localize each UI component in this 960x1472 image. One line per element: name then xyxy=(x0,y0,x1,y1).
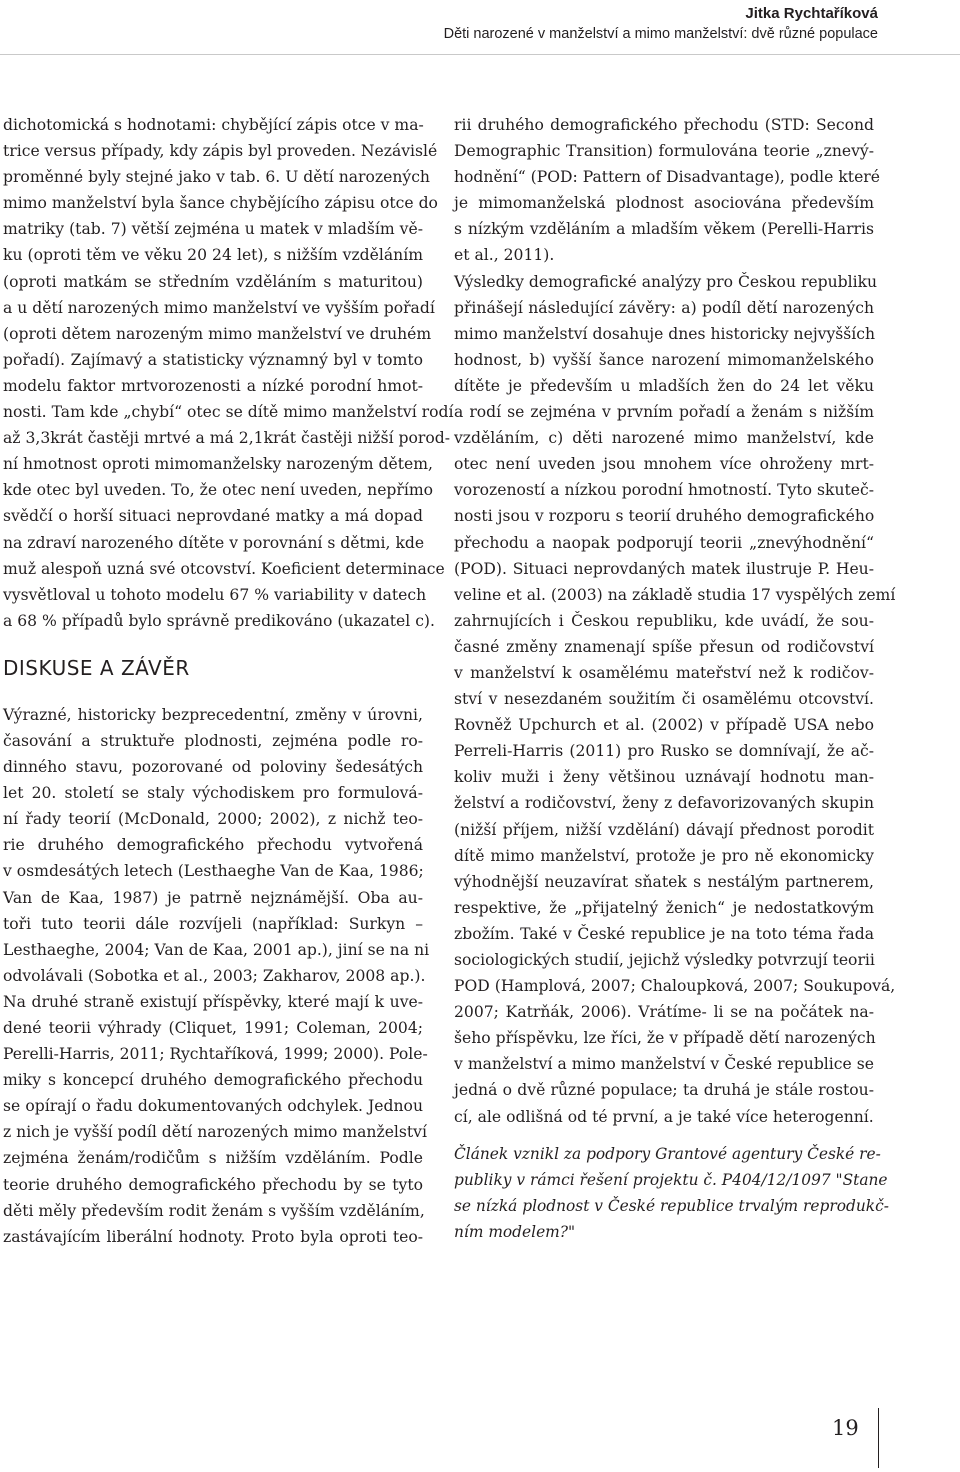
text-line: výhodnější neuzavírat sňatek s nestálým partnerem, xyxy=(454,872,874,891)
footnote-line: Článek vznikl za podpory Grantové agentury České re- xyxy=(454,1144,881,1163)
text-line: rie druhého demografického přechodu vytvořená xyxy=(3,836,423,855)
text-line: rii druhého demografického přechodu (STD: Second xyxy=(454,116,874,134)
section-title: DISKUSE A ZÁVĚR xyxy=(3,655,190,680)
text-line: Rovněž Upchurch et al. (2002) v případě USA nebo xyxy=(454,716,874,735)
text-line: Perelli-Harris, 2011; Rychtaříková, 1999; 2000). Pole- xyxy=(3,1045,428,1064)
text-line: z nich je vyšší podíl dětí narozených mimo manželství xyxy=(3,1123,427,1142)
text-line: přinášejí následující závěry: a) podíl dětí narozených xyxy=(454,298,874,317)
text-line: mimo manželství byla šance chybějícího zápisu otce do xyxy=(3,194,438,213)
acknowledgement-note xyxy=(454,1141,889,1245)
text-line: zastávajícím liberální hodnoty. Proto byla oproti teo- xyxy=(3,1227,423,1246)
text-line: Výsledky demografické analýzy pro Českou republiku xyxy=(454,272,878,291)
text-line: dichotomická s hodnotami: chybějící zápis otce v ma- xyxy=(3,116,424,134)
text-line: odvolávali (Sobotka et al., 2003; Zakharov, 2008 ap.). xyxy=(3,966,426,985)
text-line: et al., 2011). xyxy=(454,246,555,265)
text-line: dinného stavu, pozorované od poloviny šedesátých xyxy=(3,758,423,777)
text-line: ství v nesezdaném soužitím či osamělému otcovství. xyxy=(454,690,874,709)
text-line: děti měly především rodit ženám s vyšším vzděláním, xyxy=(3,1201,425,1220)
text-line: mimo manželství dosahuje dnes historicky nejvyšších xyxy=(454,324,876,343)
text-line: ní hmotnost oproti mimomanželsky narozeným dětem, xyxy=(3,455,433,474)
text-line: Na druhé straně existují příspěvky, které mají k uve- xyxy=(3,992,423,1011)
text-line: v manželství k osamělému mateřství než k rodičov- xyxy=(454,663,874,682)
text-line: trice versus případy, kdy zápis byl proveden. Nezávislé xyxy=(3,142,438,161)
text-line: zejména ženám/rodičům s nižším vzděláním. Podle xyxy=(3,1149,423,1168)
text-line: je mimomanželská plodnost asociována především xyxy=(454,194,874,213)
text-line: Výrazné, historicky bezprecedentní, změny v úrovni, xyxy=(3,705,423,724)
text-line: v osmdesátých letech (Lesthaeghe Van de Kaa, 1986; xyxy=(3,862,424,881)
text-line: se opírají o řadu dokumentovaných odchylek. Jednou xyxy=(3,1097,423,1116)
text-line: jedná o dvě různé populace; ta druhá je stále rostou- xyxy=(454,1081,874,1100)
text-line: (oproti dětem narozeným mimo manželství ve druhém xyxy=(3,324,432,343)
text-line: želství a rodičovství, ženy z defavorizovaných skupin xyxy=(454,794,874,813)
text-line: 2007; Katrňák, 2006). Vrátíme- li se na počátek na- xyxy=(454,1003,874,1022)
text-line: ní řady teorií (McDonald, 2000; 2002), z nichž teo- xyxy=(3,810,423,829)
text-line: a rodí se zejména v prvním pořadí a ženám s nižším xyxy=(454,403,874,422)
page-number: 19 xyxy=(832,1416,859,1440)
text-line: muž alespoň uzná své otcovství. Koeficient determinace xyxy=(3,559,445,578)
left-paragraph-1 xyxy=(3,112,454,634)
text-line: hodnost, b) vyšší šance narození mimomanželského xyxy=(454,350,874,369)
text-line: miky s koncepcí druhého demografického přechodu xyxy=(3,1071,423,1090)
footnote-line: publiky v rámci řešení projektu č. P404/12/1097 "Stane xyxy=(454,1170,888,1189)
text-line: časování a struktuře plodnosti, zejména podle ro- xyxy=(3,731,423,750)
text-line: a u dětí narozených mimo manželství ve vyšším pořadí xyxy=(3,298,435,317)
header-author: Jitka Rychtaříková xyxy=(745,5,878,22)
text-line: koliv muži i ženy většinou uznávají hodnotu man- xyxy=(454,768,874,787)
text-line: s nízkým vzděláním a mladším věkem (Perelli-Harris xyxy=(454,220,874,239)
text-line: zahrnujících i Českou republiku, kde uvádí, že sou- xyxy=(454,611,874,630)
right-paragraph-1 xyxy=(454,112,880,269)
text-line: toři tuto teorii dále rozvíjeli (například: Surkyn – xyxy=(3,914,423,933)
text-line: veline et al. (2003) na základě studia 17 vyspělých zemí xyxy=(454,585,896,604)
text-line: modelu faktor mrtvorozenosti a nízké porodní hmot- xyxy=(3,376,423,395)
text-line: matriky (tab. 7) větší zejména u matek v mladším vě- xyxy=(3,220,423,239)
text-line: pořadí). Zajímavý a statisticky významný byl v tomto xyxy=(3,350,423,369)
left-paragraph-2 xyxy=(3,702,430,1250)
text-line: Lesthaeghe, 2004; Van de Kaa, 2001 ap.), jiní se na ni xyxy=(3,940,430,959)
text-line: hodnění“ (POD: Pattern of Disadvantage), podle které xyxy=(454,168,880,187)
text-line: svědčí o horší situaci neprovdané matky a má dopad xyxy=(3,507,423,526)
text-line: ku (oproti těm ve věku 20 24 let), s nižším vzděláním xyxy=(3,246,423,265)
text-line: vorozeností a nízkou porodní hmotností. Tyto skuteč- xyxy=(454,481,874,500)
text-line: otec není uveden jsou mnohem více ohroženy mrt- xyxy=(454,455,874,474)
text-line: přechodu a naopak podporují teorii „znevýhodnění“ xyxy=(454,533,874,552)
text-line: v manželství a mimo manželství v České republice se xyxy=(454,1055,874,1074)
text-line: nosti jsou v rozporu s teorií druhého demografického xyxy=(454,507,875,526)
text-line: (nižší příjem, nižší vzdělání) dávají přednost porodit xyxy=(454,820,874,839)
text-line: respektive, že „přijatelný ženich“ je nedostatkovým xyxy=(454,898,874,917)
text-line: šeho příspěvku, lze říci, že v případě dětí narozených xyxy=(454,1029,876,1048)
text-line: vysvětloval u tohoto modelu 67 % variability v datech xyxy=(3,585,427,604)
text-line: a 68 % případů bylo správně predikováno (ukazatel c). xyxy=(3,611,435,630)
right-column xyxy=(454,112,896,1245)
text-line: cí, ale odlišná od té první, a je také více heterogenní. xyxy=(454,1107,874,1126)
text-line: (oproti matkám se středním vzděláním s maturitou) xyxy=(3,272,423,291)
text-line: až 3,3krát častěji mrtvé a má 2,1krát častěji nižší porod- xyxy=(3,429,450,448)
text-line: proměnné byly stejné jako v tab. 6. U dětí narozených xyxy=(3,168,430,187)
right-paragraph-2 xyxy=(454,269,896,1130)
text-line: dítě mimo manželství, protože je pro ně ekonomicky xyxy=(454,846,874,865)
header-subtitle: Děti narozené v manželství a mimo manželství: dvě různé populace xyxy=(443,26,878,42)
text-line: zbožím. Také v České republice je na toto téma řada xyxy=(454,924,874,943)
text-line: na zdraví narozeného dítěte v porovnání s dětmi, kde xyxy=(3,533,425,552)
text-line: Demographic Transition) formulována teorie „znevý- xyxy=(454,142,874,161)
text-line: dítěte je především u mladších žen do 24 let věku xyxy=(454,376,874,395)
header-rule xyxy=(0,54,960,55)
left-column xyxy=(3,112,454,1250)
text-line: POD (Hamplová, 2007; Chaloupková, 2007; Soukupová, xyxy=(454,977,896,996)
text-line: dené teorii výhrady (Cliquet, 1991; Coleman, 2004; xyxy=(3,1019,423,1037)
text-line: kde otec byl uveden. To, že otec není uveden, nepřímo xyxy=(3,481,434,500)
page-number-rule xyxy=(878,1408,879,1468)
text-line: let 20. století se staly východiskem pro formulová- xyxy=(3,784,423,803)
text-line: vzděláním, c) děti narozené mimo manželství, kde xyxy=(454,429,874,448)
text-line: Van de Kaa, 1987) je patrně nejznámější. Oba au- xyxy=(3,888,423,907)
text-line: teorie druhého demografického přechodu by se tyto xyxy=(3,1175,423,1194)
text-line: nosti. Tam kde „chybí“ otec se dítě mimo manželství rodí xyxy=(3,403,454,422)
footnote-line: se nízká plodnost v České republice trvalým reprodukč- xyxy=(454,1196,889,1215)
footnote-line: ním modelem?" xyxy=(454,1222,576,1241)
text-line: Perreli-Harris (2011) pro Rusko se domnívají, že ač- xyxy=(454,742,874,761)
text-line: sociologických studií, jejichž výsledky potvrzují teorii xyxy=(454,951,875,969)
text-line: (POD). Situaci neprovdaných matek ilustruje P. Heu- xyxy=(454,559,874,578)
text-line: časné změny znamenají spíše přesun od rodičovství xyxy=(454,637,874,656)
running-header xyxy=(444,4,878,44)
